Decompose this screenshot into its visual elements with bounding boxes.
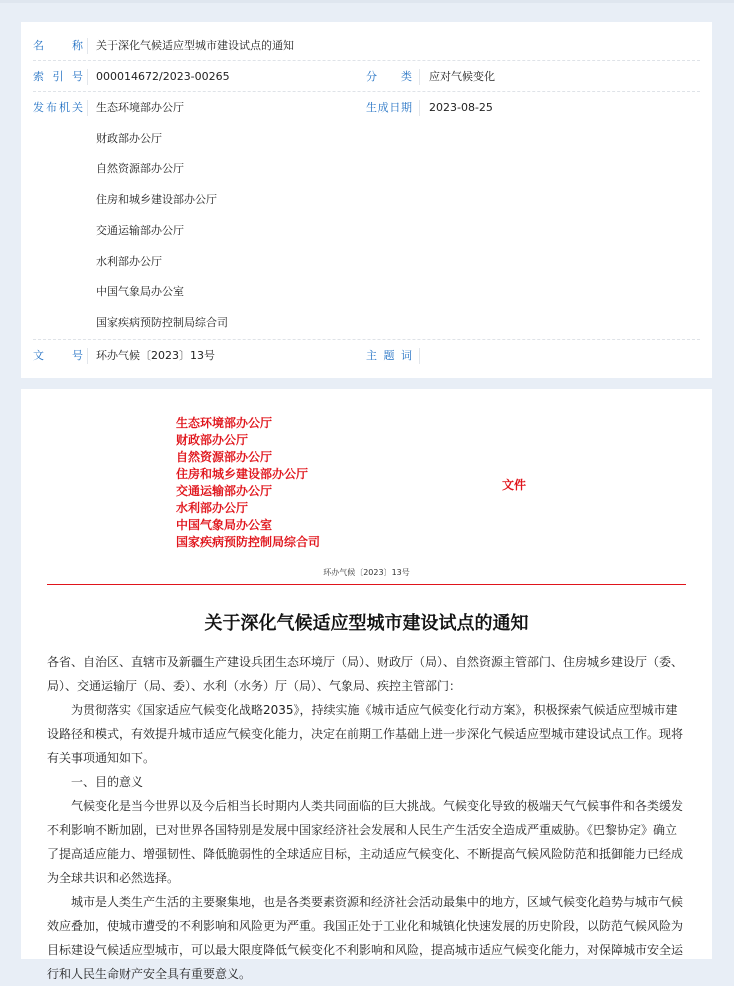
category-label: 分 类 [366,70,412,83]
red-org-name: 中国气象局办公室 [176,518,273,532]
red-org-name: 财政部办公厅 [176,433,249,447]
separator [87,100,88,116]
body-paragraph: 气候变化是当今世界以及今后相当长时期内人类共同面临的巨大挑战。气候变化导致的极端天气气候事件和各类缓发不利影响不断加剧，已对世界各国特别是发展中国家经济社会发展和人民生产生活安全造成严重威胁。《巴黎协定》确立了提高适应能力、增强韧性、降低脆弱性的全球适应目标，主动适应气候变化、不断提高气候风险防范和抵御能力已经成为全球共识和必然选择。 [47,799,684,885]
body-paragraph: 为贯彻落实《国家适应气候变化战略2035》，持续实施《城市适应气候变化行动方案》，积极探索气候适应型城市建设路径和模式，有效提升城市适应气候变化能力，决定在前期工作基础上进一步深化气候适应型城市建设试点工作。现将有关事项通知如下。 [47,703,684,765]
separator [87,69,88,85]
docno-value: 环办气候〔2023〕13号 [96,349,215,362]
category-value: 应对气候变化 [429,70,495,83]
red-org-name: 国家疾病预防控制局综合司 [176,535,321,549]
issuer-item: 国家疾病预防控制局综合司 [96,316,228,329]
meta-row-index [33,63,700,92]
separator [87,348,88,364]
meta-row-docno [33,342,700,370]
issuer-item: 住房和城乡建设部办公厅 [96,193,217,206]
issuer-item: 交通运输部办公厅 [96,224,184,237]
document-card [21,389,712,981]
red-org-name: 交通运输部办公厅 [176,484,273,498]
red-org-name: 住房和城乡建设部办公厅 [176,467,309,481]
separator [419,100,420,116]
date-label: 生成日期 [366,101,412,114]
metadata-card [21,22,712,378]
section-heading: 一、目的意义 [71,775,144,789]
issuer-item: 水利部办公厅 [96,255,162,268]
wenjian-label: 文件 [502,478,527,492]
separator [87,38,88,54]
separator [419,348,420,364]
red-divider [47,584,686,585]
issuer-item: 中国气象局办公室 [96,285,184,298]
red-org-name: 生态环境部办公厅 [176,416,273,430]
date-value: 2023-08-25 [429,101,493,114]
meta-row-name [33,32,700,61]
document-number: 环办气候〔2023〕13号 [323,568,410,577]
meta-row-issuer [33,94,700,340]
index-value: 000014672/2023-00265 [96,70,230,83]
document-title: 关于深化气候适应型城市建设试点的通知 [204,613,529,634]
issuer-item: 生态环境部办公厅 [96,101,184,114]
issuer-item: 自然资源部办公厅 [96,162,184,175]
recipients-paragraph: 各省、自治区、直辖市及新疆生产建设兵团生态环境厅（局）、财政厅（局）、自然资源主管部门、住房城乡建设厅（委、局）、交通运输厅（局、委）、水利（水务）厅（局）、气象局、疾控主管部门： [47,655,684,693]
name-label: 名 称 [33,39,83,52]
docno-label: 文 号 [33,349,83,362]
top-border [0,0,734,3]
separator [419,69,420,85]
issuer-label: 发布机关 [33,101,83,114]
body-paragraph: 城市是人类生产生活的主要聚集地，也是各类要素资源和经济社会活动最集中的地方，区域气候变化趋势与城市气候效应叠加，使城市遭受的不利影响和风险更为严重。我国正处于工业化和城镇化快速发展的历史阶段，以防范气候风险为目标建设气候适应型城市，可以最大限度降低气候变化不利影响和风险，提高城市适应气候变化能力，对保障城市安全运行和人民生命财产安全具有重要意义。 [47,895,684,981]
keywords-label: 主题词 [366,349,412,362]
issuer-item: 财政部办公厅 [96,132,162,145]
name-value: 关于深化气候适应型城市建设试点的通知 [96,39,294,52]
index-label: 索引号 [33,70,83,83]
red-org-name: 水利部办公厅 [176,501,249,515]
red-org-name: 自然资源部办公厅 [176,450,273,464]
